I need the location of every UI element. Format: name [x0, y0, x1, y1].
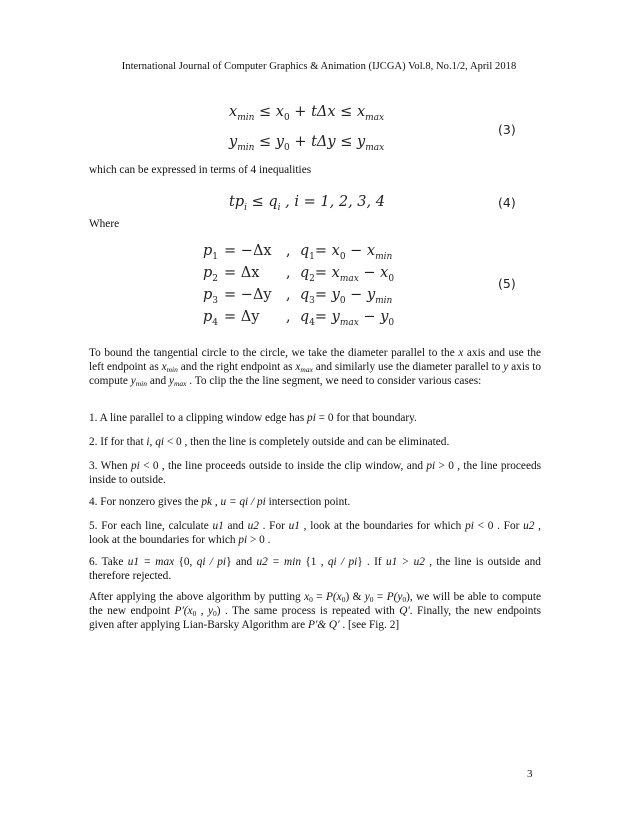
- list-item-4: 4. For nonzero gives the pk , u = qi / pi intersection point.: [89, 496, 351, 508]
- equation-5-row-3: $p_3 = -\Delta y$ , $q_3= y_0 - y_{min}$: [203, 287, 393, 306]
- list-item-2: 2. If for that i, qi < 0 , then the line is completely outside and can be eliminated.: [89, 436, 450, 448]
- equation-4: $tp_i \le q_i$ , i = 1, 2, 3, 4: [229, 194, 385, 213]
- equation-3-line-2: $y_{min} \le y_0 + t\Delta y \le y_{max}$: [229, 134, 385, 153]
- paragraph-after-algorithm: After applying the above algorithm by putting $x_0 = P(x_0)$ & $y_0 = P(y_0)$, we will be able to compute the new endpoint $P'(x_0$ , $y_0$) . The same process is repeated with Q'. Finally, the new endpoints given after applying Lian-Barsky Algorithm are P'& Q' . [see Fig. 2]: [89, 591, 541, 632]
- equation-3-line-1: $x_{min} \le x_0 + t\Delta x \le x_{max}$: [229, 104, 385, 123]
- list-item-1: 1. A line parallel to a clipping window edge has pi = 0 for that boundary.: [89, 412, 417, 424]
- equation-5-row-1: $p_1 = -\Delta x$ , $q_1= x_0 - x_{min}$: [203, 243, 393, 262]
- list-item-3: 3. When pi < 0 , the line proceeds outside to inside the clip window, and pi > 0 , the line proceeds inside to outside.: [89, 460, 541, 487]
- text-where: Where: [89, 218, 120, 230]
- equation-3-number: (3): [498, 122, 516, 137]
- equation-5-row-4: $p_4 = \Delta y$ , $q_4= y_{max} - y_0$: [203, 309, 395, 328]
- list-item-6: 6. Take u1 = max {0, qi / pi} and u2 = min {1 , qi / pi} . If u1 > u2 , the line is outside and therefore rejected.: [89, 556, 541, 583]
- text-inequalities: which can be expressed in terms of 4 inequalities: [89, 164, 312, 176]
- page-number: 3: [527, 768, 533, 780]
- equation-5-number: (5): [498, 276, 516, 291]
- list-item-5: 5. For each line, calculate u1 and u2 . For u1 , look at the boundaries for which pi < 0 . For u2 , look at the boundaries for which pi > 0 .: [89, 520, 541, 547]
- paragraph-bounding: To bound the tangential circle to the circle, we take the diameter parallel to the x axis and use the left endpoint as $x_{min}$ and the right endpoint as $x_{max}$ and similarly use the diameter parallel to y axis to compute $y_{min}$ and $y_{max}$ . To clip the the line segment, we need to consider various cases:: [89, 347, 541, 389]
- equation-5-row-2: $p_2 = \Delta x$ , $q_2= x_{max} - x_0$: [203, 265, 395, 284]
- journal-header: International Journal of Computer Graphics & Animation (IJCGA) Vol.8, No.1/2, April 2018: [121, 61, 517, 72]
- equation-4-number: (4): [498, 195, 516, 210]
